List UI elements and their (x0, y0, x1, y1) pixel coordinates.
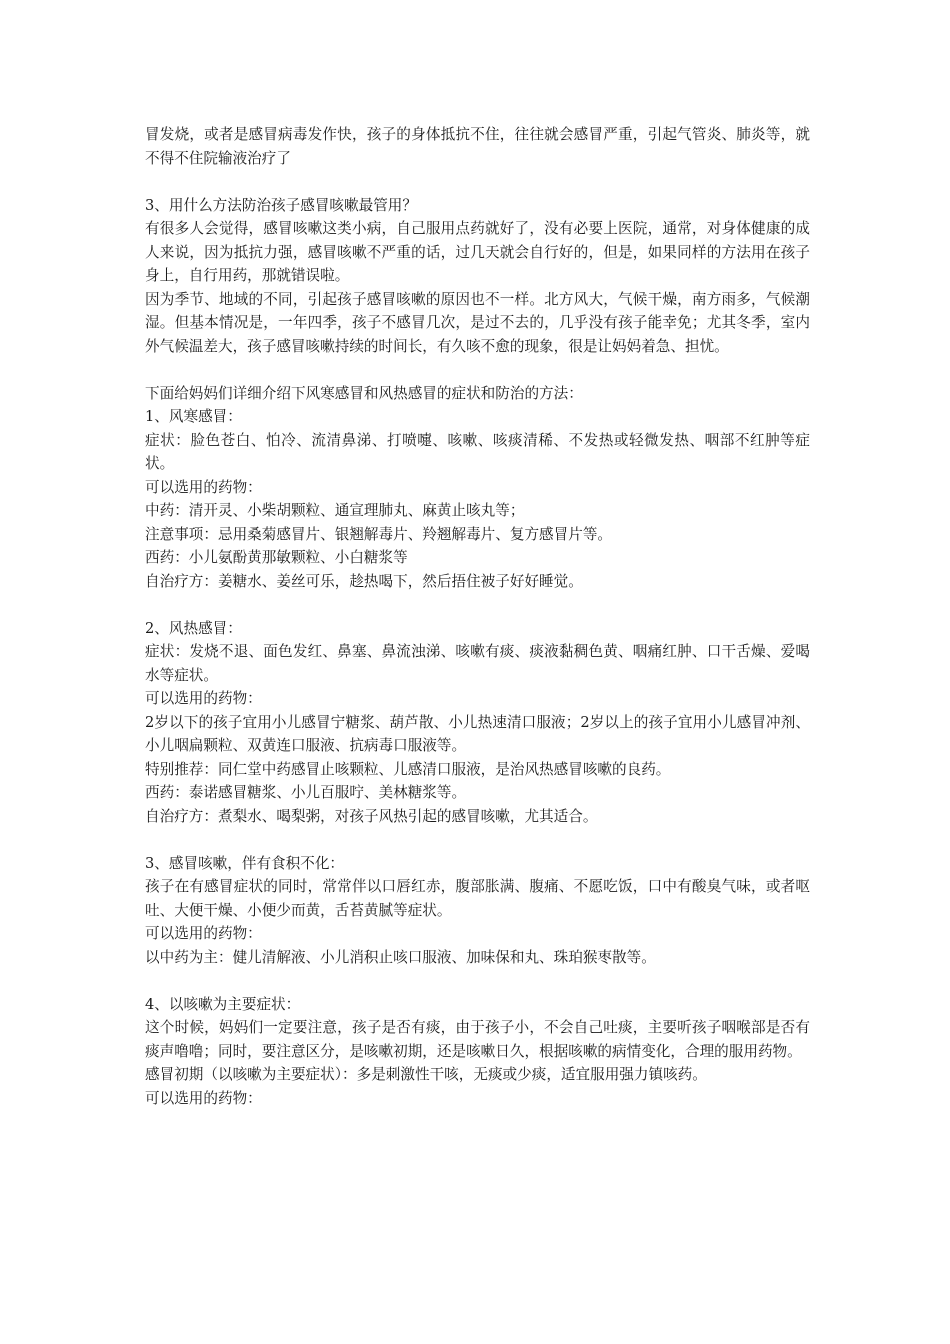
subsection-heading: 1、风寒感冒： (145, 408, 242, 425)
paragraph: 自治疗方：煮梨水、喝梨粥，对孩子风热引起的感冒咳嗽，尤其适合。 (145, 807, 598, 825)
paragraph: 感冒初期（以咳嗽为主要症状）：多是刺激性干咳，无痰或少痰，适宜服用强力镇咳药。 (145, 1066, 707, 1083)
blank-line (145, 593, 810, 617)
paragraph: 注意事项：忌用桑菊感冒片、银翘解毒片、羚翘解毒片、复方感冒片等。 (145, 525, 613, 543)
paragraph: 特别推荐：同仁堂中药感冒止咳颗粒、儿感清口服液，是治风热感冒咳嗽的良药。 (145, 760, 671, 778)
paragraph: 有很多人会觉得，感冒咳嗽这类小病，自己服用点药就好了，没有必要上医院，通常，对身体健康的成人来说，因为抵抗力强，感冒咳嗽不严重的话，过几天就会自行好的，但是，如果同样的方法用在孩子身上，自行用药，那就错误啦。 (145, 220, 810, 284)
paragraph: 可以选用的药物： (145, 690, 262, 707)
paragraph: 中药：清开灵、小柴胡颗粒、通宣理肺丸、麻黄止咳丸等； (145, 502, 525, 519)
subsection-heading: 2、风热感冒： (145, 619, 242, 637)
blank-line (145, 828, 810, 852)
paragraph: 可以选用的药物： (145, 925, 262, 942)
paragraph: 冒发烧，或者是感冒病毒发作快，孩子的身体抵抗不住，往往就会感冒严重，引起气管炎、肺炎等，就不得不住院输液治疗了 (145, 126, 810, 167)
blank-line (145, 170, 810, 194)
paragraph: 以中药为主：健儿清解液、小儿消积止咳口服液、加味保和丸、珠珀猴枣散等。 (145, 948, 656, 966)
paragraph: 可以选用的药物： (145, 1089, 262, 1107)
subsection-heading: 3、感冒咳嗽，伴有食积不化： (145, 854, 345, 872)
paragraph: 症状：发烧不退、面色发红、鼻塞、鼻流浊涕、咳嗽有痰、痰液黏稠色黄、咽痛红肿、口干舌燥、爱喝水等症状。 (145, 643, 810, 684)
paragraph: 下面给妈妈们详细介绍下风寒感冒和风热感冒的症状和防治的方法： (145, 384, 583, 402)
blank-line (145, 969, 810, 993)
paragraph: 西药：泰诺感冒糖浆、小儿百服咛、美林糖浆等。 (145, 784, 467, 801)
paragraph: 症状：脸色苍白、怕冷、流清鼻涕、打喷嚏、咳嗽、咳痰清稀、不发热或轻微发热、咽部不红肿等症状。 (145, 431, 810, 472)
document-body (145, 123, 810, 1110)
paragraph: 西药：小儿氨酚黄那敏颗粒、小白糖浆等 (145, 549, 408, 566)
section-heading: 3、用什么方法防治孩子感冒咳嗽最管用？ (145, 196, 417, 214)
paragraph: 2岁以下的孩子宜用小儿感冒宁糖浆、葫芦散、小儿热速清口服液；2岁以上的孩子宜用小儿感冒冲剂、小儿咽扁颗粒、双黄连口服液、抗病毒口服液等。 (145, 713, 810, 754)
subsection-heading: 4、以咳嗽为主要症状： (145, 995, 301, 1013)
paragraph: 这个时候，妈妈们一定要注意，孩子是否有痰，由于孩子小，不会自己吐痰，主要听孩子咽喉部是否有痰声噜噜；同时，要注意区分，是咳嗽初期，还是咳嗽日久，根据咳嗽的病情变化，合理的服用药物。 (145, 1019, 810, 1060)
paragraph: 因为季节、地域的不同，引起孩子感冒咳嗽的原因也不一样。北方风大，气候干燥，南方雨多，气候潮湿。但基本情况是，一年四季，孩子不感冒几次，是过不去的，几乎没有孩子能幸免；尤其冬季，室内外气候温差大，孩子感冒咳嗽持续的时间长，有久咳不愈的现象，很是让妈妈着急、担忧。 (145, 290, 810, 355)
paragraph: 可以选用的药物： (145, 478, 262, 496)
paragraph: 自治疗方：姜糖水、姜丝可乐，趁热喝下，然后捂住被子好好睡觉。 (145, 572, 583, 590)
blank-line (145, 358, 810, 382)
paragraph: 孩子在有感冒症状的同时，常常伴以口唇红赤，腹部胀满、腹痛、不愿吃饭，口中有酸臭气味，或者呕吐、大便干燥、小便少而黄，舌苔黄腻等症状。 (145, 878, 810, 919)
